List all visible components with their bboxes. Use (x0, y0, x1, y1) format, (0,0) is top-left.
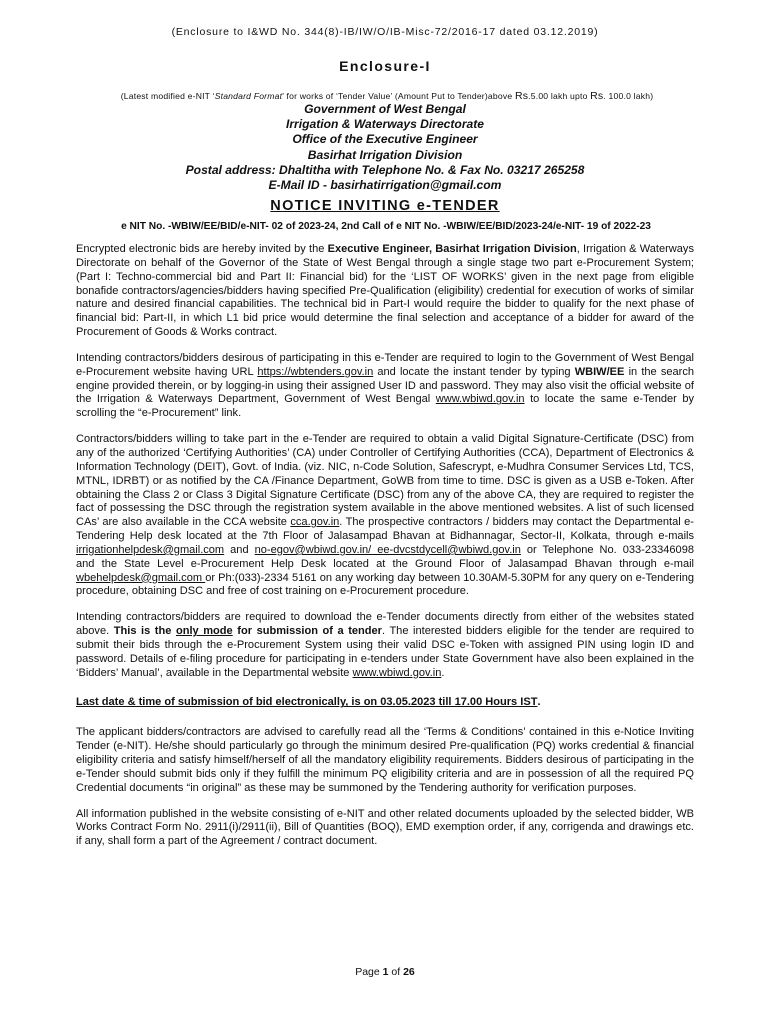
only-mode-bold (114, 625, 382, 637)
latest-modified-note (62, 90, 712, 102)
text: . The interested bidders eligible for the tender are required to submit their bids through the e-Procurement System using their valid DSC e-Token with assigned PIN using login ID and password. Details of e-filing procedure for participating in e-tenders under State Government have also been explained in the ‘Bidders’ Manual’, available in the Departmental website (76, 625, 695, 679)
office-header (60, 102, 710, 193)
egov-email-link[interactable]: no-egov@wbiwd.gov.in/ ee-dvcstdycell@wbiwd.gov.in (254, 543, 521, 556)
rs-symbol: Rs (590, 90, 604, 102)
text: Intending contractors/bidders are required to download the e-Tender documents directly from either of the websites stated above. (76, 611, 694, 638)
paragraph-login (76, 352, 694, 421)
document-body (76, 243, 694, 861)
enclosure-reference: (Enclosure to I&WD No. 344(8)-IB/IW/O/IB-Misc-72/2016-17 dated 03.12.2019) (171, 26, 599, 38)
last-date-submission (76, 696, 694, 710)
text: or Telephone No. 033-23346098 and the State Level e-Procurement Help Desk located at the Ground Floor of Jalasampad Bhavan through e-mail (76, 543, 694, 570)
cca-link[interactable]: cca.gov.in (290, 516, 340, 529)
search-keyword: WBIW/EE (574, 365, 625, 378)
enit-number: e NIT No. -WBIW/EE/BID/e-NIT- 02 of 2023-24, 2nd Call of e NIT No. -WBIW/EE/BID/2023-24/e-NIT- 19 of 2022-23 (121, 221, 651, 232)
header-division: Basirhat Irrigation Division (307, 147, 463, 162)
header-email: E-Mail ID - basirhatirrigation@gmail.com (268, 178, 502, 193)
text: to locate the same e-Tender by scrolling the “e-Procurement” link. (76, 393, 694, 420)
only-mode-underline: only mode (175, 625, 233, 638)
text: of (388, 966, 404, 978)
paragraph-invitation (76, 243, 694, 340)
wbtenders-link[interactable]: https://wbtenders.gov.in (257, 365, 374, 378)
latest-note-amount2: . 100.0 lakh) (603, 91, 654, 101)
executive-engineer-bold: Executive Engineer, Basirhat Irrigation Division (327, 243, 577, 255)
text: Intending contractors/bidders desirous of participating in this e-Tender are required to login to the Government of West Bengal e-Procurement website having URL (76, 351, 694, 378)
latest-note-amount1: .5.00 lakh upto (528, 91, 591, 101)
text: This is the (113, 625, 176, 638)
header-office: Office of the Executive Engineer (292, 132, 478, 147)
header-directorate: Irrigation & Waterways Directorate (285, 117, 485, 132)
text: . (537, 696, 541, 709)
wbehelpdesk-email-link[interactable]: wbehelpdesk@gmail.com (76, 571, 206, 584)
latest-note-italic: Standard Format (214, 91, 283, 101)
page-footer (0, 966, 770, 978)
rs-symbol: Rs (514, 90, 529, 102)
text: in the search engine provided therein, or by logging-in using their assigned User ID and password. They may also visit the official website of the Irrigation & Waterways Department, Government of West Bengal (76, 365, 694, 406)
text: Encrypted electronic bids are hereby invited by the (76, 243, 328, 255)
paragraph-agreement: All information published in the website consisting of e-NIT and other related documents uploaded by the selected bidder, WB Works Contract Form No. 2911(i)/2911(ii), Bill of Quantities (BOQ), EMD exemption order, if any, corrigenda and drawings etc. if any, shall form a part of the Agreement / contract document. (76, 807, 694, 848)
paragraph-dsc (76, 433, 694, 599)
latest-note-part1: (Latest modified e-NIT ‘ (120, 91, 215, 101)
notice-title: NOTICE INVITING e-TENDER (270, 198, 500, 214)
text: Contractors/bidders willing to take part in the e-Tender are required to obtain a valid Digital Signature-Certificate (DSC) from any of the authorized ‘Certifying Authorities’ (CA) under Controller of Certifying Authorities (CCA), Department of Electronics & Information Technology (DEIT), Govt. of India. (viz. NIC, n-Code Solution, Safescrypt, e-Mudhra Consumer Services Ltd, TCS, MTNL, IDRBT) or as notified by the CA /Finance Department, GoWB from time to time. DSC is given as a USB e-Token. After obtaining the Class 2 or Class 3 Digital Signature Certificate (DSC) from any of the above CA, they are required to register the fact of possessing the DSC through the registration system available in the above mentioned websites. A list of such licensed CAs’ are also available in the CCA website (76, 433, 694, 529)
last-date-text: Last date & time of submission of bid electronically, is on 03.05.2023 till 17.00 Hours IST (76, 696, 538, 709)
wbiwd-link[interactable]: www.wbiwd.gov.in (435, 393, 525, 406)
enclosure-title: Enclosure-I (339, 58, 431, 74)
text: Page (355, 966, 383, 978)
header-postal-address: Postal address: Dhaltitha with Telephone No. & Fax No. 03217 265258 (185, 162, 585, 177)
text: or Ph:(033)-2334 5161 on any working day between 10.30AM-5.30PM for any query on e-Tendering procedure, obtaining DSC and free of cost training on e-Procurement procedure. (76, 571, 694, 598)
header-government: Government of West Bengal (304, 102, 466, 116)
wbiwd-link[interactable]: www.wbiwd.gov.in (352, 666, 442, 679)
text: and locate the instant tender by typing (373, 365, 575, 378)
page-total: 26 (403, 966, 415, 978)
latest-note-part2: ’ for works of ‘Tender Value’ (Amount Put to Tender)above (282, 91, 515, 101)
text: . The prospective contractors / bidders may contact the Departmental e-Tendering Help desk located at the 7th Floor of Jalasampad Bhavan at Bidhannagar, Sector-II, Kolkata, through e-mails (76, 516, 694, 543)
page-number: 1 (382, 966, 389, 978)
text: . (441, 666, 445, 679)
text: for submission of a tender (232, 625, 382, 638)
paragraph-download (76, 611, 694, 680)
text: , Irrigation & Waterways Directorate on behalf of the Governor of the State of West Bengal through a single stage two part e-Procurement System; (Part I: Techno-commercial bid and Part II: Financial bid) for the ‘LIST OF WORKS’ given in the next page from eligible bonafide contractors/agencies/bidders having specified Pre-Qualification (eligibility) credential for execution of works of similar nature and desired financial capabilities. The technical bid in Part-I would require the bidder to qualify for the next phase of financial bid: Part-II, in which L1 bid price would determine the final selection and acceptance of a bidder for award of the Procurement of Goods & Works contract. (76, 243, 694, 339)
text: and (224, 543, 255, 556)
paragraph-terms: The applicant bidders/contractors are advised to carefully read all the ‘Terms & Conditions’ contained in this e-Notice Inviting Tender (e-NIT). He/she should particularly go through the minimum desired Pre-qualification (PQ) works credential & financial eligibility criteria and satisfy himself/herself of all the mandatory eligibility requirements. Bidders desirous of participating in the e-Tender should submit bids only if they fulfill the minimum PQ eligibility criteria and are in possession of all the required PQ Credential documents “in original” as these may be summoned by the Tendering authority for verification purposes. (76, 726, 694, 794)
helpdesk-email-link[interactable]: irrigationhelpdesk@gmail.com (76, 543, 225, 556)
